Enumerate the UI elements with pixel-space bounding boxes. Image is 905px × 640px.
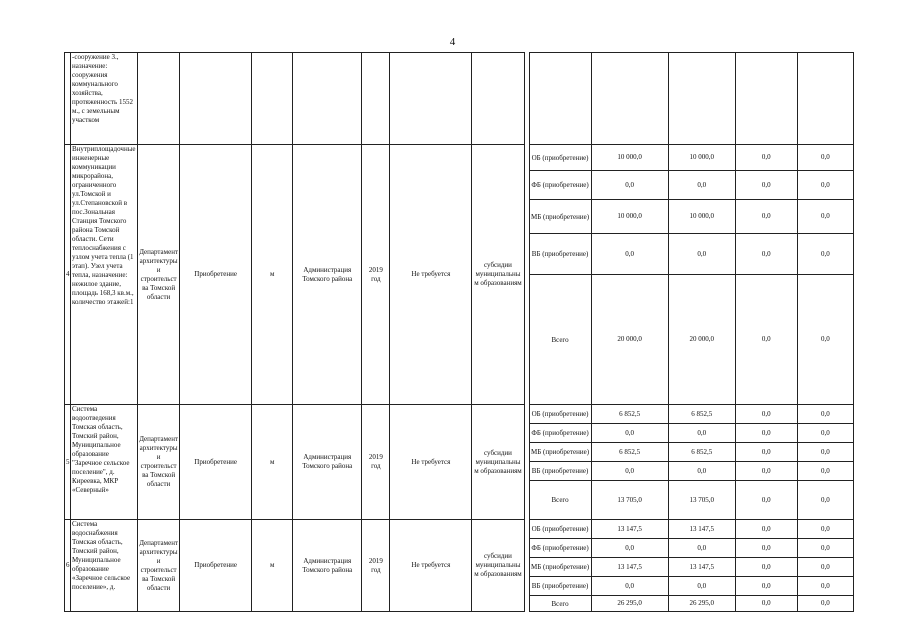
cell-value-3: 0,0 — [735, 234, 797, 275]
page-number: 4 — [449, 36, 456, 48]
cell-value-2: 20 000,0 — [668, 275, 735, 405]
cell-value-2 — [668, 53, 735, 145]
cell-value-3: 0,0 — [735, 481, 797, 520]
cell-value-1: 13 705,0 — [591, 481, 668, 520]
cell-customer: Администрация Томского района — [293, 145, 362, 405]
cell-value-3: 0,0 — [735, 539, 797, 558]
cell-value-4: 0,0 — [797, 424, 853, 443]
cell-executor: Департамент архитектуры и строительства Томской области — [138, 520, 180, 612]
cell-funding — [472, 53, 524, 145]
table-row — [65, 520, 854, 539]
cell-value-3: 0,0 — [735, 596, 797, 612]
cell-source: Всего — [529, 481, 591, 520]
cell-value-3: 0,0 — [735, 405, 797, 424]
cell-value-2: 13 147,5 — [668, 558, 735, 577]
cell-value-1: 0,0 — [591, 577, 668, 596]
cell-value-1: 26 295,0 — [591, 596, 668, 612]
cell-num: 6 — [65, 520, 71, 612]
cell-unit: м — [252, 145, 293, 405]
cell-value-1: 6 852,5 — [591, 405, 668, 424]
cell-value-3: 0,0 — [735, 145, 797, 171]
cell-value-3: 0,0 — [735, 275, 797, 405]
table-row-continuation — [65, 53, 854, 145]
cell-unit: м — [252, 520, 293, 612]
cell-value-2: 10 000,0 — [668, 145, 735, 171]
cell-value-2: 0,0 — [668, 462, 735, 481]
cell-value-4: 0,0 — [797, 520, 853, 539]
cell-value-3: 0,0 — [735, 424, 797, 443]
cell-value-4: 0,0 — [797, 405, 853, 424]
cell-source: ОБ (приобретение) — [529, 405, 591, 424]
cell-value-1: 0,0 — [591, 539, 668, 558]
cell-funding: субсидии муниципальным образованиям — [472, 145, 524, 405]
cell-source: ОБ (приобретение) — [529, 145, 591, 171]
cell-value-3: 0,0 — [735, 200, 797, 234]
cell-value-1: 13 147,5 — [591, 558, 668, 577]
cell-executor: Департамент архитектуры и строительства Томской области — [138, 405, 180, 520]
cell-type: Приобретение — [180, 405, 252, 520]
cell-source: ФБ (приобретение) — [529, 424, 591, 443]
cell-value-1: 20 000,0 — [591, 275, 668, 405]
cell-expertise: Не требуется — [390, 405, 472, 520]
cell-num: 4 — [65, 145, 71, 405]
cell-value-1: 0,0 — [591, 171, 668, 200]
cell-object-name: Система водоснабжения Томская область, Томский район, Муниципальное образование «Заречное сельское поселение», д. — [71, 520, 138, 612]
cell-funding: субсидии муниципальным образованиям — [472, 520, 524, 612]
cell-expertise: Не требуется — [390, 145, 472, 405]
cell-value-2: 10 000,0 — [668, 200, 735, 234]
cell-executor: Департамент архитектуры и строительства Томской области — [138, 145, 180, 405]
table-row — [65, 405, 854, 424]
cell-value-4: 0,0 — [797, 539, 853, 558]
cell-source: ВБ (приобретение) — [529, 577, 591, 596]
cell-funding: субсидии муниципальным образованиям — [472, 405, 524, 520]
cell-customer — [293, 53, 362, 145]
cell-value-1: 0,0 — [591, 234, 668, 275]
cell-source: ФБ (приобретение) — [529, 539, 591, 558]
cell-value-3: 0,0 — [735, 577, 797, 596]
cell-year: 2019 год — [362, 520, 390, 612]
cell-value-3 — [735, 53, 797, 145]
cell-executor — [138, 53, 180, 145]
cell-expertise — [390, 53, 472, 145]
cell-source: МБ (приобретение) — [529, 200, 591, 234]
cell-value-3: 0,0 — [735, 558, 797, 577]
cell-customer: Администрация Томского района — [293, 405, 362, 520]
cell-value-4: 0,0 — [797, 577, 853, 596]
cell-unit: м — [252, 405, 293, 520]
cell-value-3: 0,0 — [735, 520, 797, 539]
cell-source: ОБ (приобретение) — [529, 520, 591, 539]
cell-value-1: 0,0 — [591, 424, 668, 443]
cell-value-4: 0,0 — [797, 462, 853, 481]
cell-value-2: 0,0 — [668, 171, 735, 200]
cell-value-2: 13 705,0 — [668, 481, 735, 520]
cell-value-1: 13 147,5 — [591, 520, 668, 539]
cell-num: 5 — [65, 405, 71, 520]
cell-type: Приобретение — [180, 145, 252, 405]
cell-value-1: 0,0 — [591, 462, 668, 481]
cell-source — [529, 53, 591, 145]
cell-object-name: Внутриплощадочные инженерные коммуникации микрорайона, ограниченного ул.Томской и ул.Степановской в пос.Зональная Станция Томского района Томской области. Сети теплоснабжения с узлом учета тепла (1 этап). Узел учета тепла, назначение: нежилое здание, площадь 168,3 кв.м., количество этажей:1 — [71, 145, 138, 405]
cell-year — [362, 53, 390, 145]
cell-source: ВБ (приобретение) — [529, 462, 591, 481]
cell-value-2: 0,0 — [668, 577, 735, 596]
cell-source: МБ (приобретение) — [529, 443, 591, 462]
cell-value-1: 6 852,5 — [591, 443, 668, 462]
cell-value-4: 0,0 — [797, 234, 853, 275]
cell-value-4: 0,0 — [797, 275, 853, 405]
cell-value-4 — [797, 53, 853, 145]
cell-value-4: 0,0 — [797, 171, 853, 200]
cell-value-1: 10 000,0 — [591, 200, 668, 234]
cell-value-4: 0,0 — [797, 443, 853, 462]
investment-table — [64, 52, 854, 612]
cell-value-4: 0,0 — [797, 200, 853, 234]
cell-value-2: 0,0 — [668, 234, 735, 275]
cell-value-3: 0,0 — [735, 462, 797, 481]
cell-value-1: 10 000,0 — [591, 145, 668, 171]
cell-value-2: 0,0 — [668, 424, 735, 443]
cell-object-name: -сооружение 3., назначение: сооружения коммунального хозяйства, протяженность 1552 м., с земельным участком — [71, 53, 138, 145]
cell-value-2: 26 295,0 — [668, 596, 735, 612]
cell-expertise: Не требуется — [390, 520, 472, 612]
cell-value-2: 6 852,5 — [668, 405, 735, 424]
cell-value-4: 0,0 — [797, 596, 853, 612]
cell-source: ФБ (приобретение) — [529, 171, 591, 200]
cell-type — [180, 53, 252, 145]
cell-object-name: Система водоотведения Томская область, Томский район, Муниципальное образование "Заречное сельское поселение", д. Киреевка, МКР «Северный» — [71, 405, 138, 520]
cell-value-3: 0,0 — [735, 443, 797, 462]
cell-value-4: 0,0 — [797, 145, 853, 171]
cell-source: МБ (приобретение) — [529, 558, 591, 577]
cell-year: 2019 год — [362, 405, 390, 520]
cell-source: Всего — [529, 596, 591, 612]
cell-year: 2019 год — [362, 145, 390, 405]
cell-type: Приобретение — [180, 520, 252, 612]
cell-value-4: 0,0 — [797, 558, 853, 577]
cell-source: ВБ (приобретение) — [529, 234, 591, 275]
cell-value-3: 0,0 — [735, 171, 797, 200]
cell-source: Всего — [529, 275, 591, 405]
cell-value-2: 0,0 — [668, 539, 735, 558]
cell-unit — [252, 53, 293, 145]
cell-customer: Администрация Томского района — [293, 520, 362, 612]
table-row — [65, 145, 854, 171]
cell-value-2: 13 147,5 — [668, 520, 735, 539]
cell-value-2: 6 852,5 — [668, 443, 735, 462]
cell-value-4: 0,0 — [797, 481, 853, 520]
cell-value-1 — [591, 53, 668, 145]
